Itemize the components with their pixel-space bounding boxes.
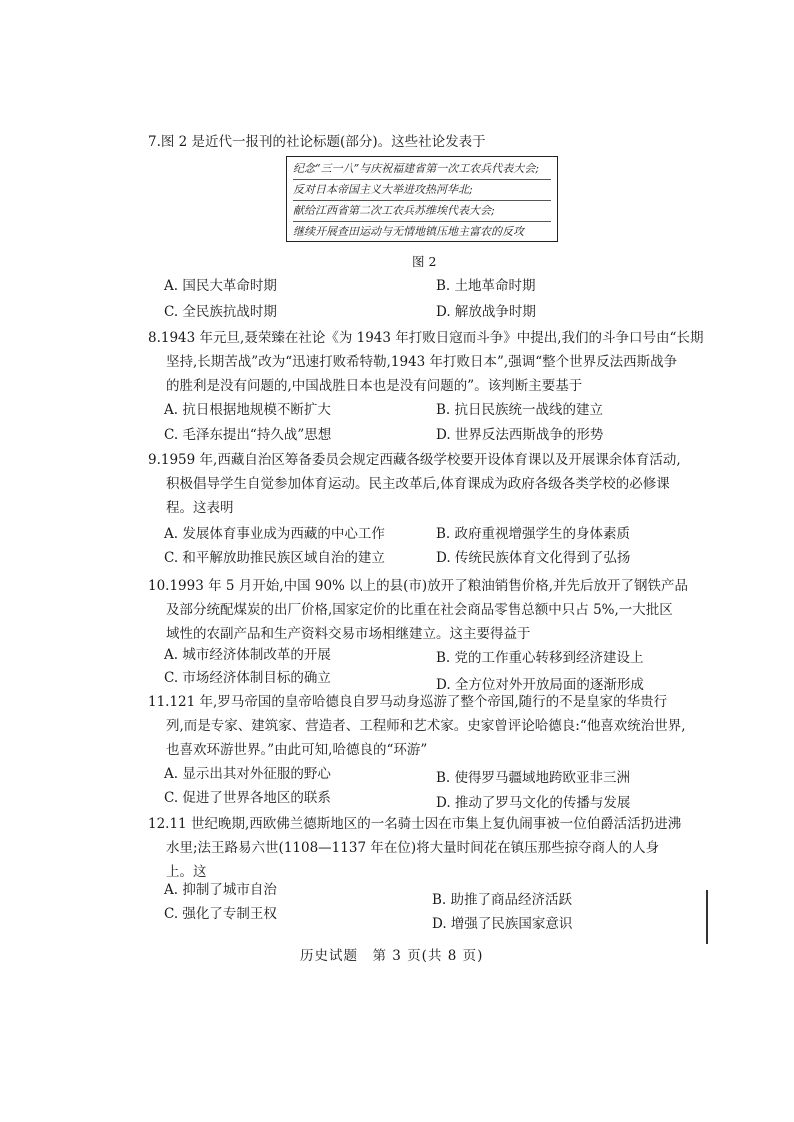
q7-option-a[interactable]: A. 国民大革命时期 — [164, 278, 277, 294]
q12-option-c[interactable]: C. 强化了专制王权 — [164, 906, 277, 922]
q11-option-c[interactable]: C. 促进了世界各地区的联系 — [164, 790, 331, 806]
stem-line: 水里;法王路易六世(1108—1137 年在位)将大量时间花在镇压那些掠夺商人的人身 — [166, 840, 660, 856]
question-12-stem — [148, 812, 708, 884]
stem-line: 上。这 — [166, 864, 207, 880]
stem-line: 8.1943 年元旦,聂荣臻在社论《为 1943 年打败日寇而斗争》中提出,我们的斗争口号由“长期 — [148, 330, 704, 346]
figure-line: 献给江西省第二次工农兵苏维埃代表大会; — [293, 201, 551, 222]
q10-option-a[interactable]: A. 城市经济体制改革的开展 — [164, 647, 331, 663]
q10-option-c[interactable]: C. 市场经济体制目标的确立 — [164, 670, 331, 686]
q8-option-b[interactable]: B. 抗日民族统一战线的建立 — [436, 402, 604, 418]
stem-line: 坚持,长期苦战”改为“迅速打败希特勒,1943 年打败日本”,强调“整个世界反法西斯战争 — [166, 354, 678, 370]
stem-line: 程。这表明 — [166, 500, 234, 516]
q11-option-b[interactable]: B. 使得罗马疆域地跨欧亚非三洲 — [436, 770, 631, 786]
q7-option-c[interactable]: C. 全民族抗战时期 — [164, 304, 277, 320]
scan-edge-mark — [706, 890, 708, 944]
figure-2-editorial-titles — [286, 156, 558, 242]
question-11-stem — [148, 690, 708, 762]
stem-line: 域性的农副产品和生产资料交易市场相继建立。这主要得益于 — [166, 626, 531, 642]
question-9-stem — [148, 448, 708, 520]
q7-option-d[interactable]: D. 解放战争时期 — [436, 304, 536, 320]
question-10-stem — [148, 574, 708, 646]
q12-option-a[interactable]: A. 抑制了城市自治 — [164, 882, 277, 898]
figure-caption: 图 2 — [412, 254, 437, 269]
stem-line: 的胜利是没有问题的,中国战胜日本也是没有问题的”。该判断主要基于 — [166, 378, 583, 394]
q9-option-d[interactable]: D. 传统民族体育文化得到了弘扬 — [436, 550, 631, 566]
stem-line: 10.1993 年 5 月开始,中国 90% 以上的县(市)放开了粮油销售价格,并先后放开了钢铁产品 — [148, 578, 688, 594]
question-7-stem-text: 7.图 2 是近代一报刊的社论标题(部分)。这些社论发表于 — [148, 134, 486, 150]
stem-line: 11.121 年,罗马帝国的皇帝哈德良自罗马动身巡游了整个帝国,随行的不是皇家的华贵行 — [148, 694, 668, 710]
q8-option-c[interactable]: C. 毛泽东提出“持久战”思想 — [164, 427, 332, 443]
q12-option-d[interactable]: D. 增强了民族国家意识 — [432, 916, 573, 932]
q12-option-b[interactable]: B. 助推了商品经济活跃 — [432, 892, 573, 908]
figure-line: 继续开展查田运动与无情地镇压地主富农的反攻 — [293, 225, 524, 238]
question-8-stem — [148, 326, 708, 398]
stem-line: 及部分统配煤炭的出厂价格,国家定价的比重在社会商品零售总额中只占 5%,一大批区 — [166, 602, 673, 618]
figure-line: 纪念“三一八”与庆祝福建省第一次工农兵代表大会; — [293, 159, 551, 180]
stem-line: 也喜欢环游世界。”由此可知,哈德良的“环游” — [166, 742, 428, 758]
q9-option-c[interactable]: C. 和平解放助推民族区域自治的建立 — [164, 550, 385, 566]
stem-line: 9.1959 年,西藏自治区筹备委员会规定西藏各级学校要开设体育课以及开展课余体育活动, — [148, 452, 681, 468]
question-7-stem — [148, 130, 708, 154]
q7-option-b[interactable]: B. 土地革命时期 — [436, 278, 536, 294]
q8-option-a[interactable]: A. 抗日根据地规模不断扩大 — [164, 402, 331, 418]
stem-line: 12.11 世纪晚期,西欧佛兰德斯地区的一名骑士因在市集上复仇闹事被一位伯爵活活扔进沸 — [148, 816, 682, 832]
q9-option-b[interactable]: B. 政府重视增强学生的身体素质 — [436, 526, 631, 542]
figure-line: 反对日本帝国主义大举进攻热河华北; — [293, 180, 551, 201]
q9-option-a[interactable]: A. 发展体育事业成为西藏的中心工作 — [164, 526, 385, 542]
q10-option-b[interactable]: B. 党的工作重心转移到经济建设上 — [436, 650, 644, 666]
stem-line: 积极倡导学生自觉参加体育运动。民主改革后,体育课成为政府各级各类学校的必修课 — [166, 476, 670, 492]
q10-option-d[interactable]: D. 全方位对外开放局面的逐渐形成 — [436, 677, 644, 693]
q11-option-a[interactable]: A. 显示出其对外征服的野心 — [164, 766, 331, 782]
q8-option-d[interactable]: D. 世界反法西斯战争的形势 — [436, 427, 604, 443]
q11-option-d[interactable]: D. 推动了罗马文化的传播与发展 — [436, 795, 631, 811]
stem-line: 列,而是专家、建筑家、营造者、工程师和艺术家。史家曾评论哈德良:“他喜欢统治世界, — [166, 718, 686, 734]
page-footer: 历史试题 第 3 页(共 8 页) — [300, 948, 484, 964]
